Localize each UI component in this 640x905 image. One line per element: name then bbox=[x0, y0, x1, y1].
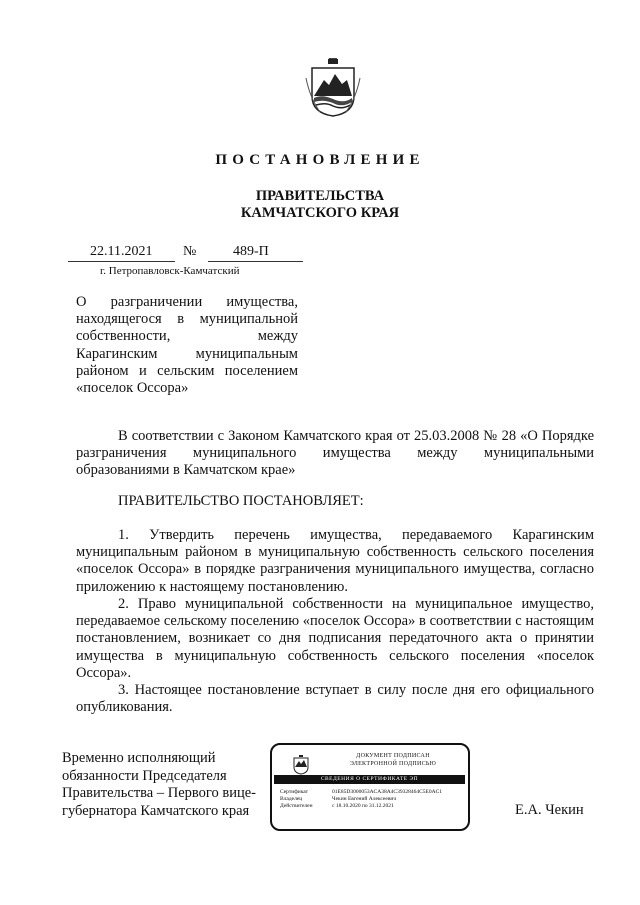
stamp-header-1: ДОКУМЕНТ ПОДПИСАН bbox=[356, 753, 430, 759]
subject-line: находящегося в муниципальной bbox=[76, 311, 298, 328]
stamp-cert-label: Сертификат bbox=[280, 789, 308, 795]
subject-line: районом и сельским поселением bbox=[76, 362, 298, 379]
subject-line: Карагинским муниципальным bbox=[76, 345, 298, 362]
resolution-item-3: 3. Настоящее постановление вступает в силу после дня его официального опубликования. bbox=[76, 682, 594, 716]
resolution-item-1: 1. Утвердить перечень имущества, передаваемого Карагинским муниципальным районом в муниципальную собственность сельского поселения «поселок Оссора» в порядке разграничения муниципального имущества, согласно приложению к настоящему постановлению. bbox=[76, 527, 594, 595]
stamp-crest-icon bbox=[292, 755, 310, 775]
signatory-title-line: Правительства – Первого вице- bbox=[62, 785, 256, 801]
number-sign: № bbox=[183, 244, 197, 259]
preamble-paragraph: В соответствии с Законом Камчатского края от 25.03.2008 № 28 «О Порядке разграничения муниципального имущества между муниципальными образованиями в Камчатском крае» bbox=[76, 428, 594, 479]
subject-line: «поселок Оссора» bbox=[76, 380, 189, 397]
kamchatka-coat-of-arms-icon bbox=[302, 58, 364, 118]
resolves-heading: ПРАВИТЕЛЬСТВО ПОСТАНОВЛЯЕТ: bbox=[118, 493, 364, 509]
stamp-valid-value: с 18.10.2020 по 31.12.2021 bbox=[332, 803, 394, 809]
issuer-line-1: ПРАВИТЕЛЬСТВА bbox=[255, 188, 385, 204]
number-underline bbox=[208, 261, 303, 262]
issuer-line-2: КАМЧАТСКОГО КРАЯ bbox=[240, 205, 400, 221]
stamp-header-2: ЭЛЕКТРОННОЙ ПОДПИСЬЮ bbox=[349, 761, 437, 767]
stamp-valid-label: Действителен bbox=[280, 803, 313, 809]
document-city: г. Петропавловск-Камчатский bbox=[100, 265, 240, 277]
stamp-owner-value: Чекин Евгений Алексеевич bbox=[332, 796, 397, 802]
signatory-title-line: Временно исполняющий bbox=[62, 750, 216, 766]
signatory-title-line: губернатора Камчатского края bbox=[62, 802, 250, 819]
document-type-title: ПОСТАНОВЛЕНИЕ bbox=[215, 152, 425, 168]
signatory-title-line: обязанности Председателя bbox=[62, 767, 227, 784]
resolution-item-2: 2. Право муниципальной собственности на муниципальное имущество, передаваемое сельскому поселению «поселок Оссора» в соответствии с настоящим постановлением, возникает со дня подписания передаточного акта о принятии имущества в муниципальную собственность сельского поселения «поселок Оссора». bbox=[76, 596, 594, 681]
document-subject bbox=[76, 294, 298, 397]
electronic-signature-stamp bbox=[270, 743, 470, 831]
signatory-name: Е.А. Чекин bbox=[515, 802, 584, 818]
document-number: 489-П bbox=[233, 244, 269, 259]
stamp-certificate-bar: СВЕДЕНИЯ О СЕРТИФИКАТЕ ЭП bbox=[274, 775, 465, 784]
document-date: 22.11.2021 bbox=[90, 244, 153, 259]
date-underline bbox=[68, 261, 175, 262]
signatory-title bbox=[62, 750, 272, 820]
stamp-owner-label: Владелец bbox=[280, 796, 303, 802]
subject-line: О разграничении имущества, bbox=[76, 294, 298, 310]
stamp-cert-value: 01E85D3000053ACA38A4C39328464C5E0AC1 bbox=[332, 789, 443, 795]
subject-line: собственности, между bbox=[76, 328, 298, 345]
